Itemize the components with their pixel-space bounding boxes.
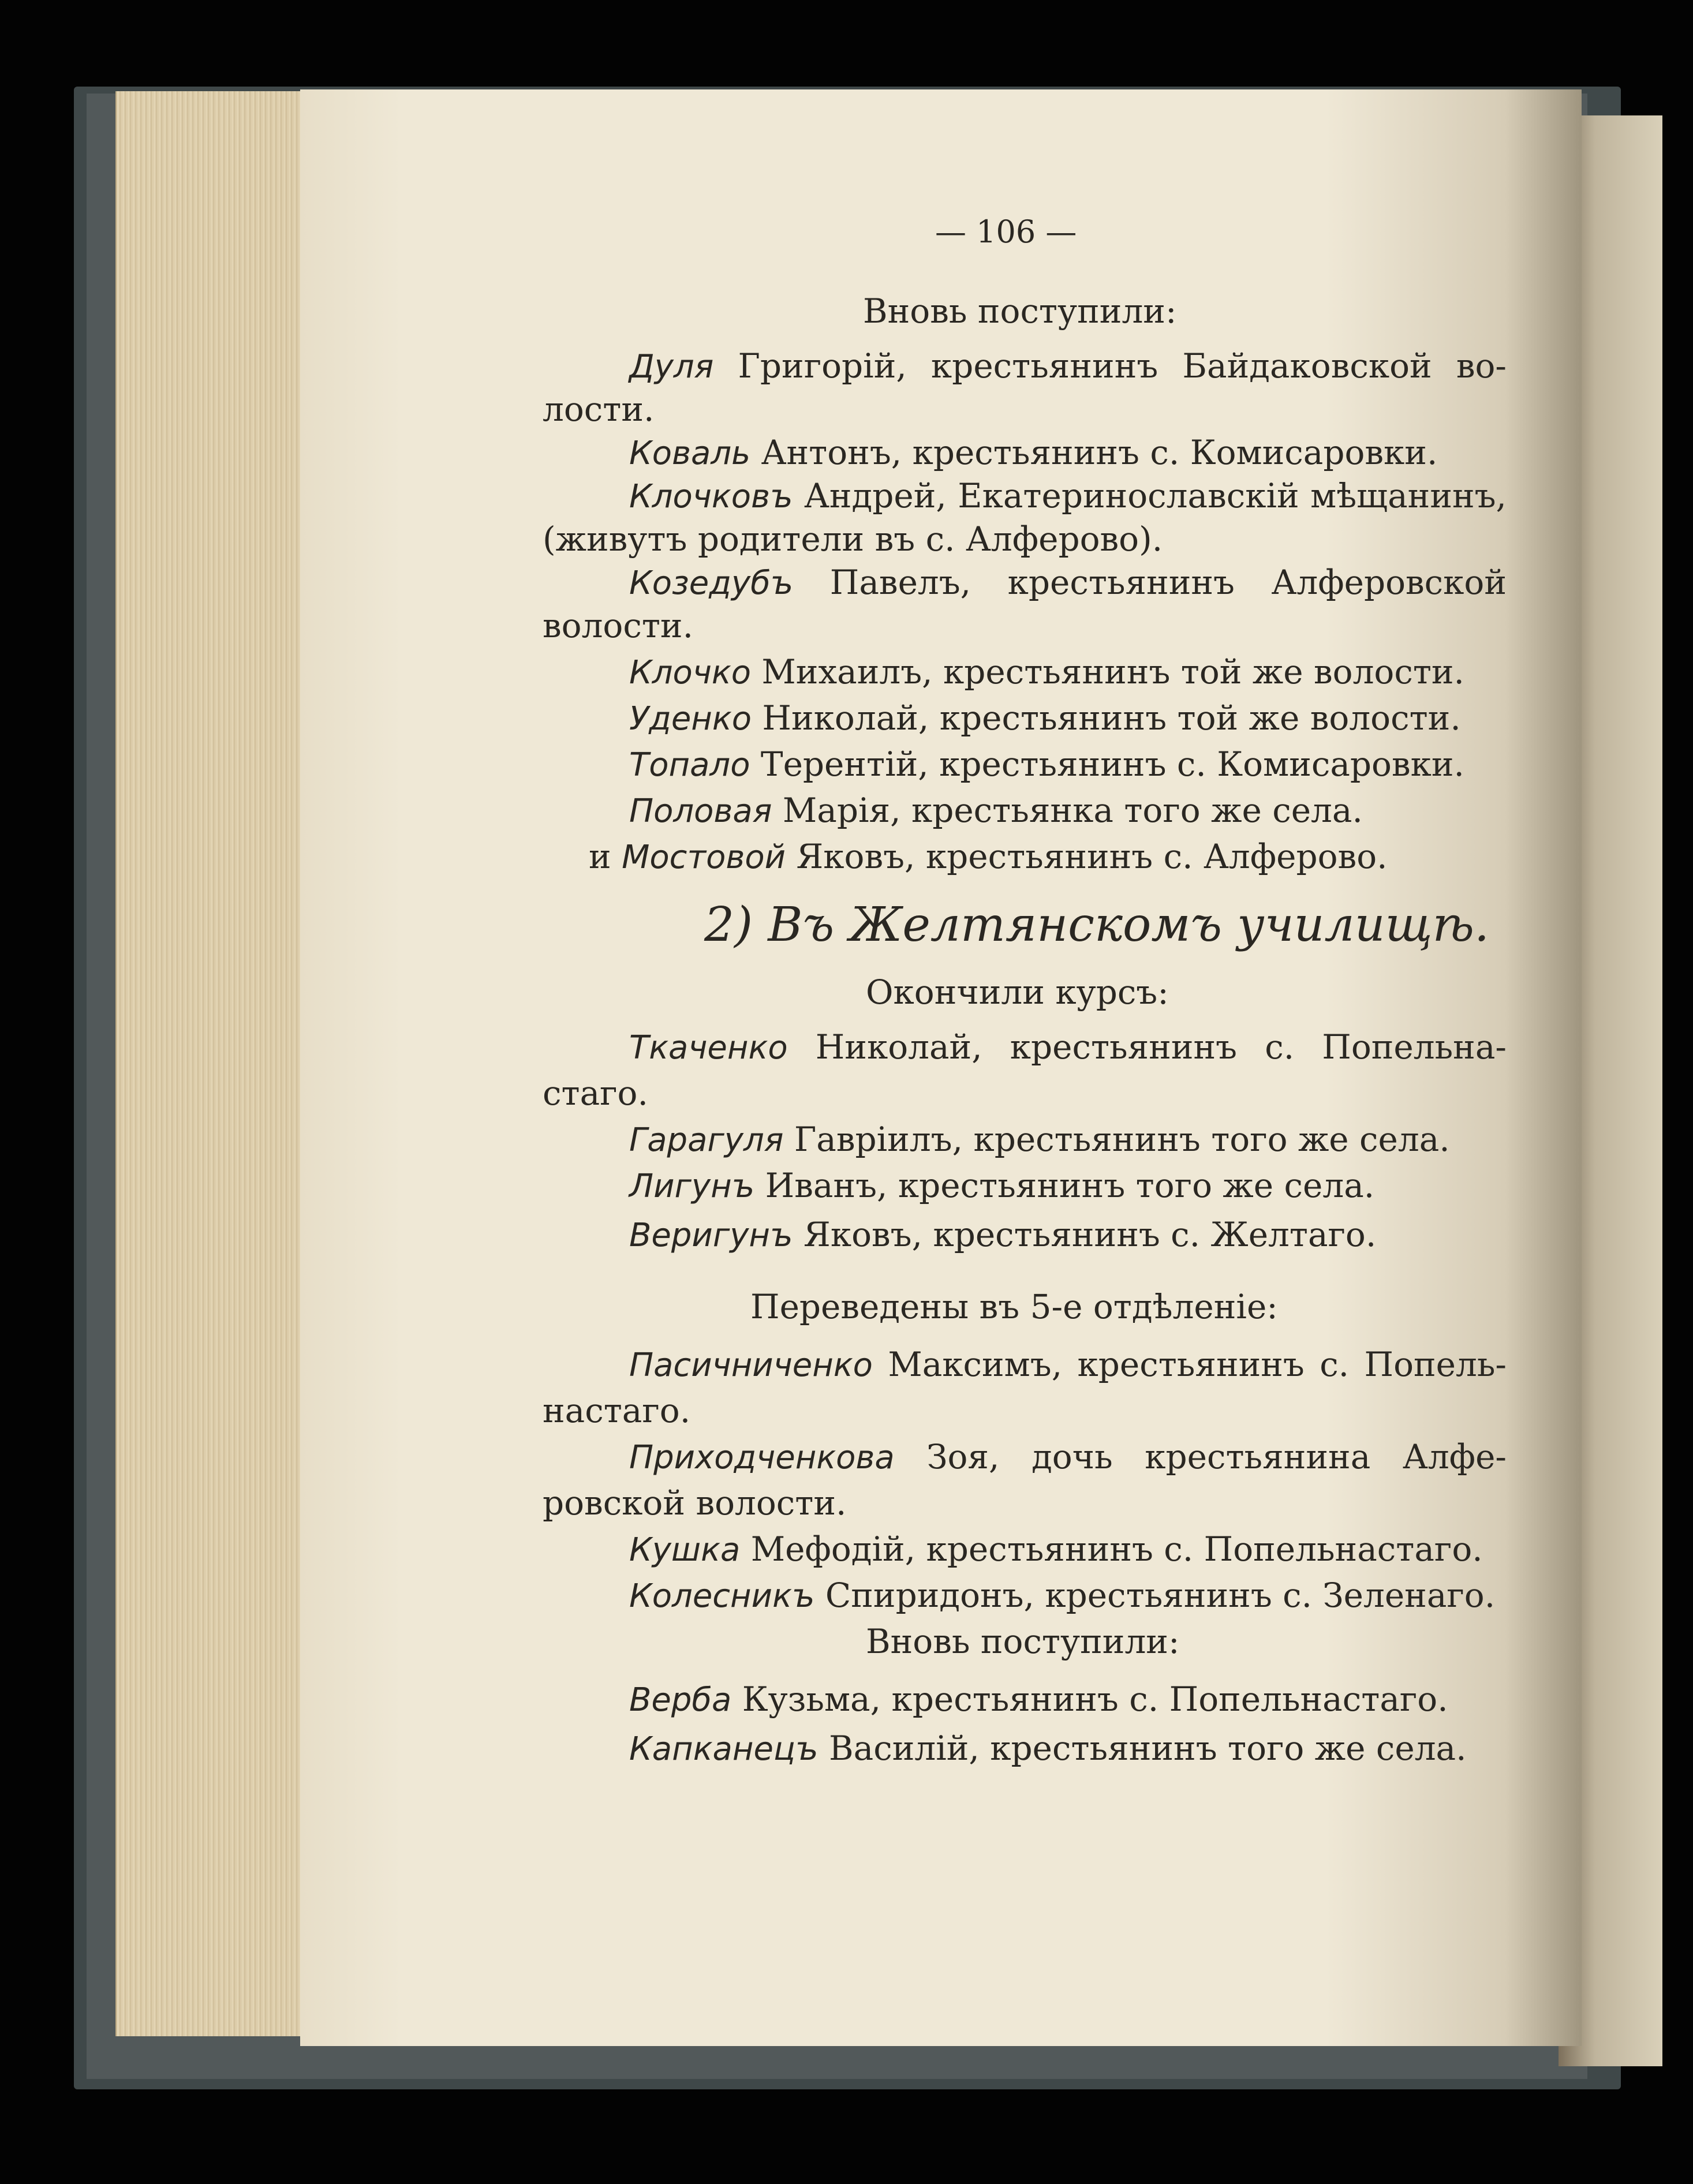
section-heading: 2) Въ Желтянскомъ училищѣ. bbox=[704, 897, 1490, 952]
entry-continuation: стаго. bbox=[543, 1074, 648, 1113]
entry-line bbox=[629, 1027, 1507, 1067]
surname: Клочко bbox=[629, 654, 751, 691]
surname: Кушка bbox=[629, 1531, 741, 1569]
entry-text: Мефодій, крестьянинъ с. Попельнастаго. bbox=[740, 1529, 1483, 1569]
entry-text: Марія, крестьянка того же села. bbox=[772, 791, 1363, 830]
surname: Коваль bbox=[629, 435, 751, 472]
section-header-finished: Окончили курсъ: bbox=[866, 973, 1169, 1012]
entry-text: Яковъ, крестьянинъ с. Желтаго. bbox=[793, 1215, 1377, 1254]
entry-line bbox=[589, 837, 1388, 876]
surname: Ткаченко bbox=[629, 1029, 788, 1067]
entry-line bbox=[629, 698, 1461, 738]
entry-line bbox=[629, 1680, 1448, 1719]
entry-text: Максимъ, крестьянинъ с. Попель- bbox=[872, 1345, 1507, 1384]
surname: Половая bbox=[629, 792, 772, 830]
entry-line bbox=[629, 1576, 1496, 1615]
conjunction: и bbox=[589, 837, 622, 876]
page-number: — 106 — bbox=[935, 214, 1077, 250]
surname: Лигунъ bbox=[629, 1168, 755, 1205]
section-header-new: Вновь поступили: bbox=[863, 291, 1177, 331]
entry-text: Спиридонъ, крестьянинъ с. Зеленаго. bbox=[814, 1576, 1496, 1615]
entry-line bbox=[629, 433, 1438, 472]
entry-continuation: настаго. bbox=[543, 1391, 691, 1430]
surname: Топало bbox=[629, 746, 750, 784]
entry-continuation: ровской волости. bbox=[543, 1483, 847, 1523]
entry-line bbox=[629, 346, 1507, 386]
entry-line bbox=[629, 745, 1464, 784]
book-page bbox=[300, 89, 1582, 2046]
entry-text: Павелъ, крестьянинъ Алферовской bbox=[793, 563, 1507, 602]
entry-line bbox=[629, 1166, 1375, 1205]
entry-text: Иванъ, крестьянинъ того же села. bbox=[754, 1166, 1375, 1205]
surname: Уденко bbox=[629, 700, 752, 738]
surname: Веригунъ bbox=[629, 1217, 793, 1254]
entry-text: Яковъ, крестьянинъ с. Алферово. bbox=[786, 837, 1388, 876]
entry-line bbox=[629, 1437, 1507, 1476]
entry-text: Григорій, крестьянинъ Байдаковской во- bbox=[713, 346, 1507, 386]
entry-text: Николай, крестьянинъ той же волости. bbox=[752, 698, 1461, 738]
entry-line bbox=[629, 563, 1507, 602]
entry-line bbox=[629, 652, 1464, 691]
surname: Пасичниченко bbox=[629, 1347, 873, 1384]
entry-text: Терентій, крестьянинъ с. Комисаровки. bbox=[750, 745, 1464, 784]
surname: Верба bbox=[629, 1681, 732, 1719]
entry-text: Василій, крестьянинъ того же села. bbox=[818, 1729, 1467, 1768]
entry-continuation: лости. bbox=[543, 390, 655, 429]
surname: Гарагуля bbox=[629, 1121, 784, 1159]
surname: Мостовой bbox=[622, 839, 786, 876]
entry-line bbox=[629, 791, 1363, 830]
entry-line bbox=[629, 1215, 1377, 1254]
surname: Капканецъ bbox=[629, 1730, 819, 1768]
entry-line bbox=[629, 1120, 1450, 1159]
entry-continuation: волости. bbox=[543, 606, 693, 645]
entry-continuation: (живутъ родители въ с. Алферово). bbox=[543, 519, 1163, 559]
surname: Колесникъ bbox=[629, 1577, 815, 1615]
entry-line bbox=[629, 1345, 1507, 1384]
entry-line bbox=[629, 476, 1507, 515]
entry-text: Михаилъ, крестьянинъ той же волости. bbox=[750, 652, 1464, 691]
section-header-new-2: Вновь поступили: bbox=[866, 1622, 1180, 1661]
surname: Козедубъ bbox=[629, 564, 794, 602]
entry-text: Николай, крестьянинъ с. Попельна- bbox=[787, 1027, 1507, 1067]
surname: Приходченкова bbox=[629, 1439, 895, 1476]
entry-line bbox=[629, 1529, 1483, 1569]
entry-text: Антонъ, крестьянинъ с. Комисаровки. bbox=[750, 433, 1438, 472]
page-edges bbox=[115, 91, 313, 2036]
section-header-transferred: Переведены въ 5-е отдѣленіе: bbox=[750, 1287, 1278, 1326]
entry-text: Зоя, дочь крестьянина Алфе- bbox=[894, 1437, 1507, 1476]
surname: Клочковъ bbox=[629, 478, 793, 515]
entry-text: Гавріилъ, крестьянинъ того же села. bbox=[783, 1120, 1450, 1159]
entry-text: Кузьма, крестьянинъ с. Попельнастаго. bbox=[731, 1680, 1448, 1719]
entry-line bbox=[629, 1729, 1467, 1768]
entry-text: Андрей, Екатеринославскій мѣщанинъ, bbox=[793, 476, 1507, 515]
surname: Дуля bbox=[629, 348, 714, 386]
